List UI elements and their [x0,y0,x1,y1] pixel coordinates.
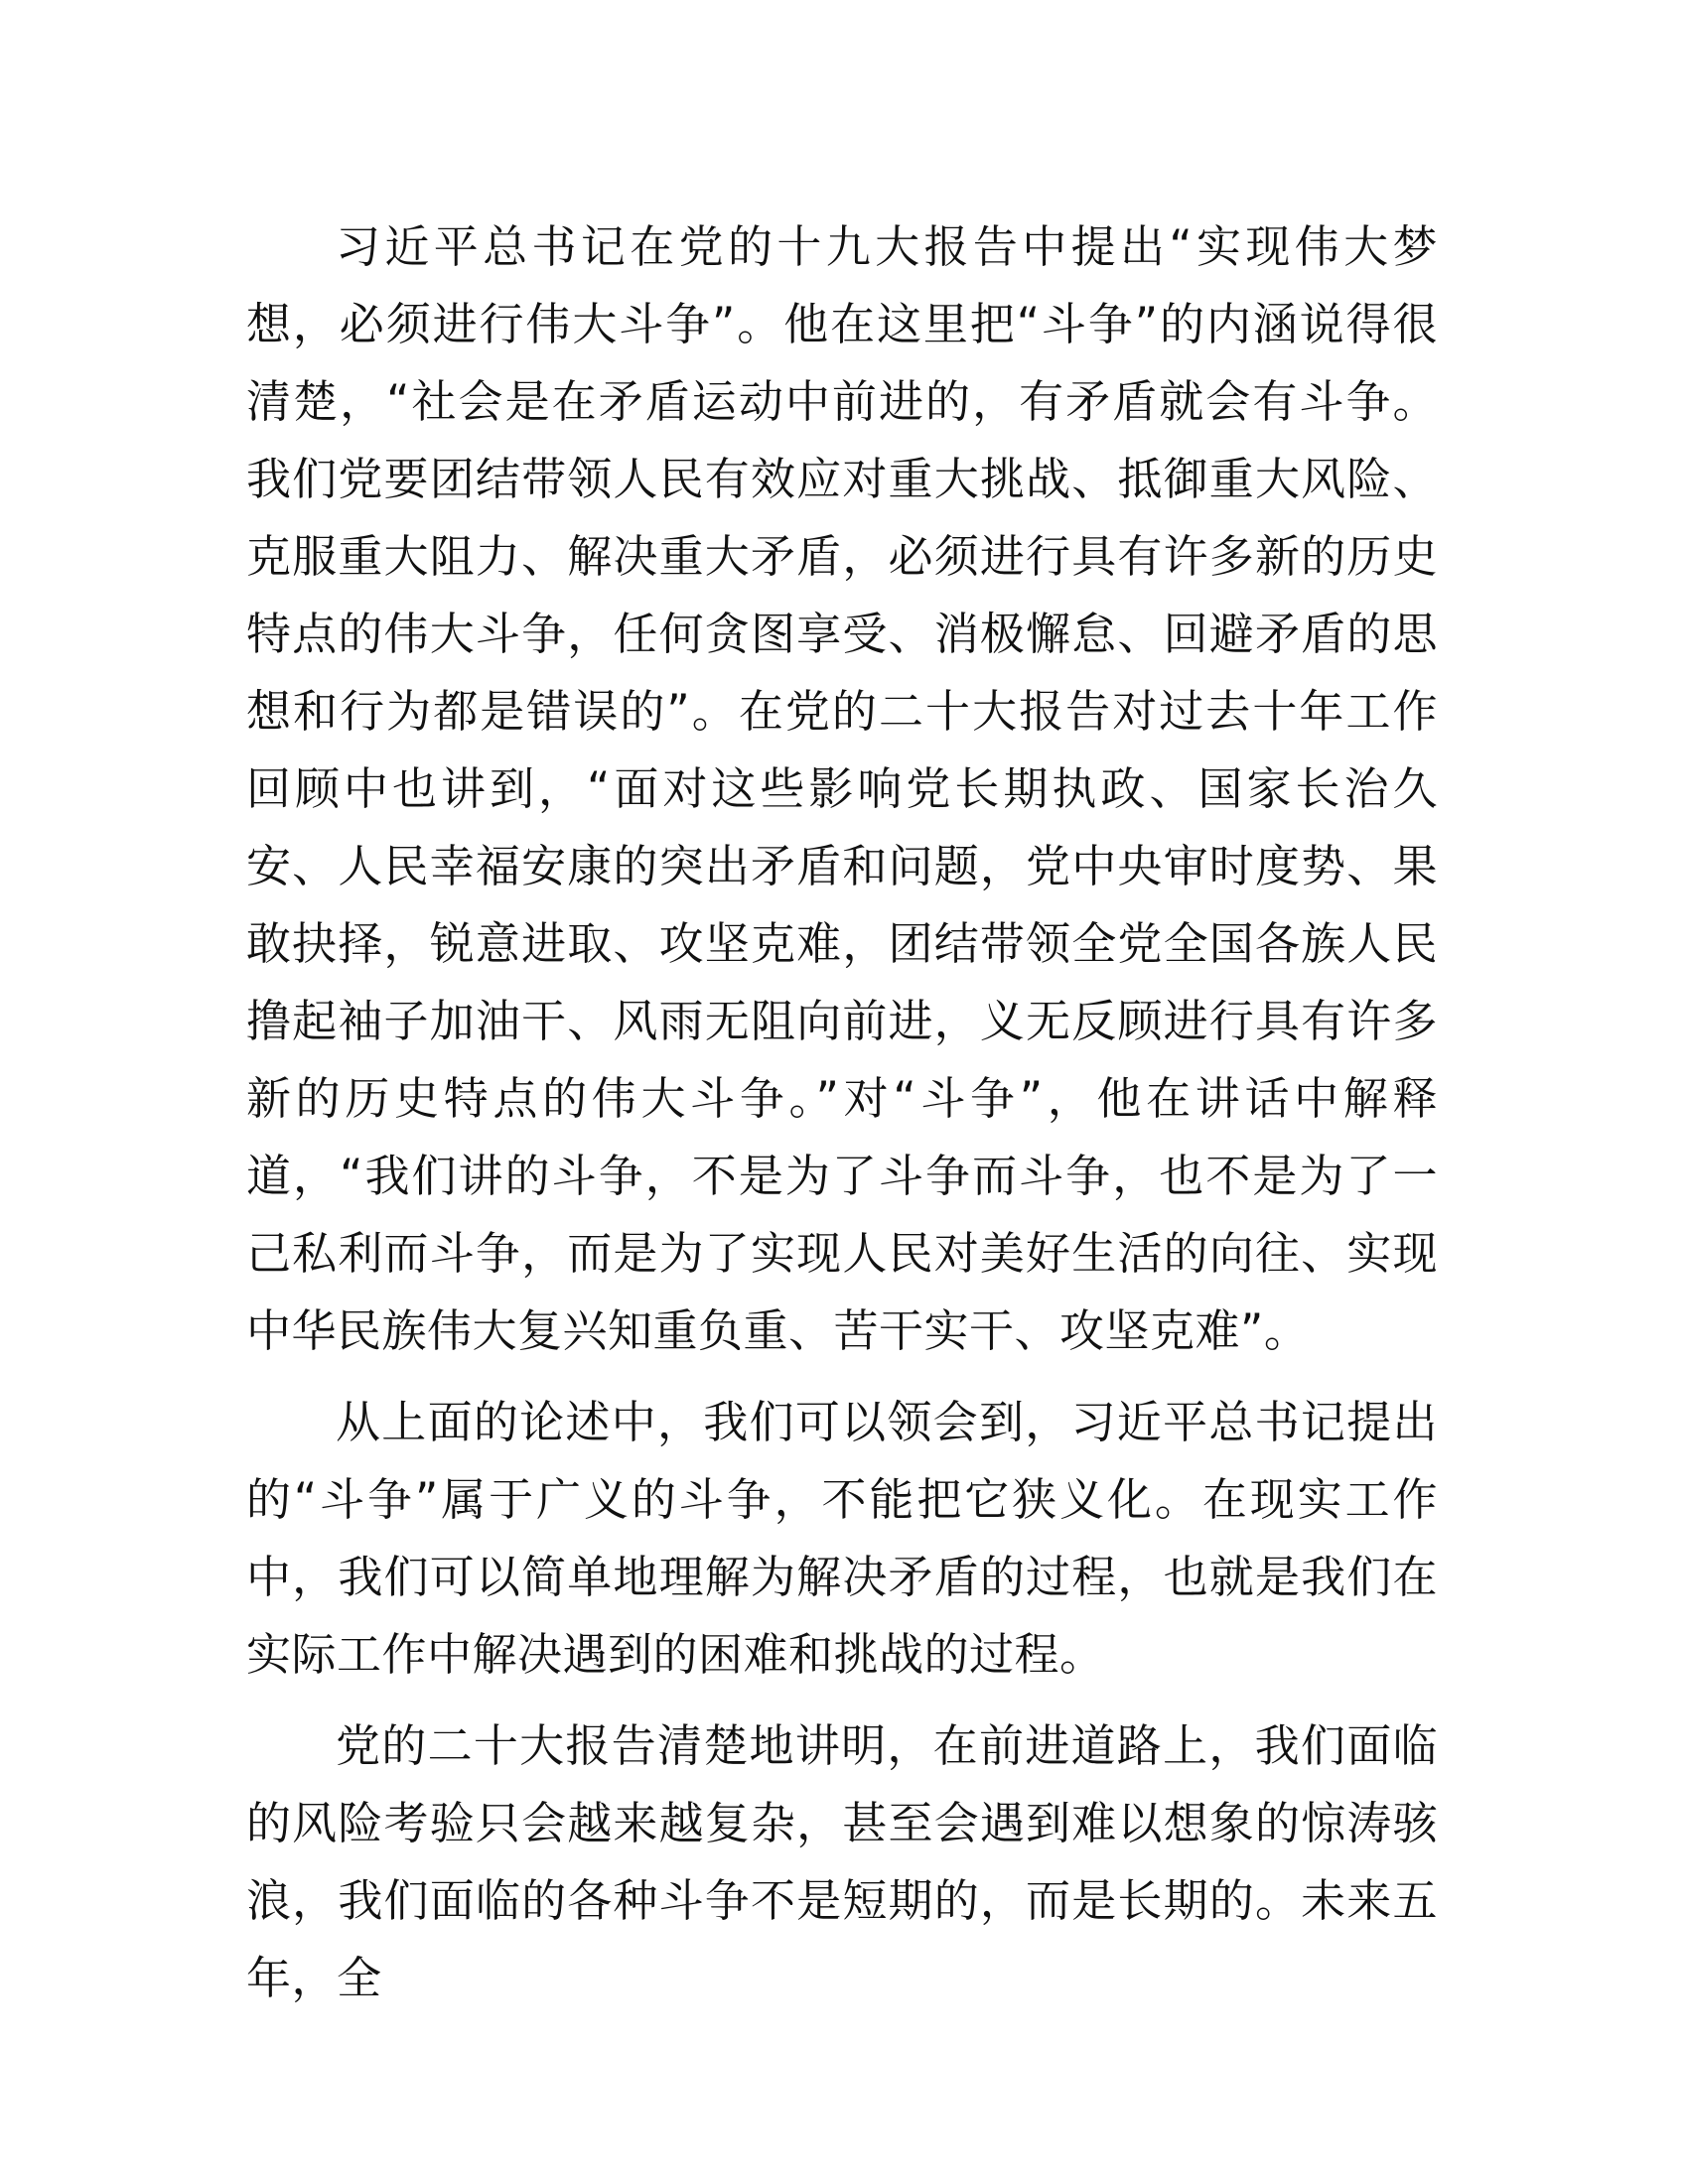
document-body [246,208,1438,2031]
paragraph-1: 习近平总书记在党的十九大报告中提出“实现伟大梦想，必须进行伟大斗争”。他在这里把“斗争”的内涵说得很清楚，“社会是在矛盾运动中前进的，有矛盾就会有斗争。我们党要团结带领人民有效应对重大挑战、抵御重大风险、克服重大阻力、解决重大矛盾，必须进行具有许多新的历史特点的伟大斗争，任何贪图享受、消极懈怠、回避矛盾的思想和行为都是错误的”。在党的二十大报告对过去十年工作回顾中也讲到，“面对这些影响党长期执政、国家长治久安、人民幸福安康的突出矛盾和问题，党中央审时度势、果敢抉择，锐意进取、攻坚克难，团结带领全党全国各族人民撸起袖子加油干、风雨无阻向前进，义无反顾进行具有许多新的历史特点的伟大斗争。”对“斗争”，他在讲话中解释道，“我们讲的斗争，不是为了斗争而斗争，也不是为了一己私利而斗争，而是为了实现人民对美好生活的向往、实现中华民族伟大复兴知重负重、苦干实干、攻坚克难”。 [246,220,1438,1357]
paragraph-3: 党的二十大报告清楚地讲明，在前进道路上，我们面临的风险考验只会越来越复杂，甚至会遇到难以想象的惊涛骇浪，我们面临的各种斗争不是短期的，而是长期的。未来五年，全 [246,1719,1438,2004]
paragraph-2: 从上面的论述中，我们可以领会到，习近平总书记提出的“斗争”属于广义的斗争，不能把它狭义化。在现实工作中，我们可以简单地理解为解决矛盾的过程，也就是我们在实际工作中解决遇到的困难和挑战的过程。 [246,1396,1438,1681]
